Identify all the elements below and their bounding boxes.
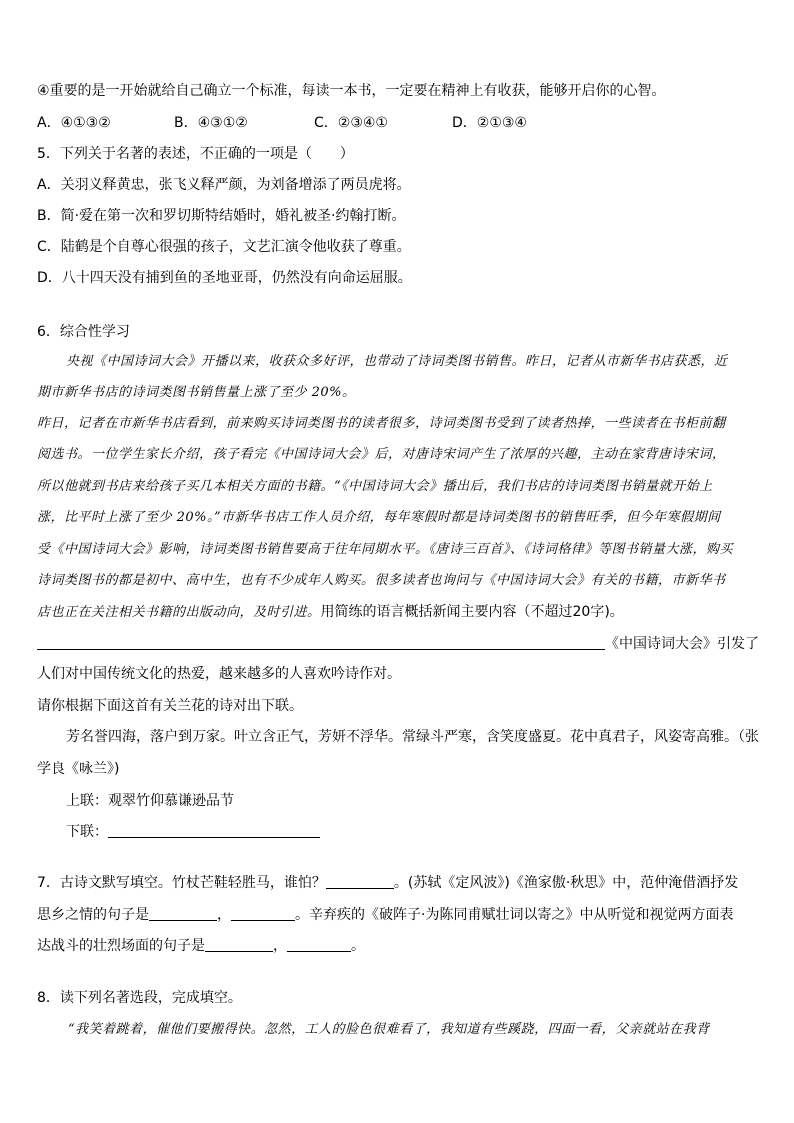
question-7-line	[37, 905, 733, 925]
couplet-instruction: 请你根据下面这首有关兰花的诗对出下联。	[37, 698, 303, 714]
choice-c: C．②③④①	[314, 115, 388, 131]
question-6-prompt: 用简练的语言概括新闻主要内容（不超过20字)。	[320, 604, 624, 620]
question-7-text: ，	[217, 907, 231, 923]
answer-line	[37, 634, 759, 654]
excerpt-line: “我笑着跳着，催他们要搬得快。忽然，工人的脸色很难看了，我知道有些蹊跷，四面一看，父亲就站在我背	[68, 1022, 710, 1037]
lower-couplet-label: 下联：	[66, 824, 108, 840]
question-8-title: 8．读下列名著选段，完成填空。	[37, 990, 242, 1006]
question-7-text: ，	[273, 938, 287, 954]
fill-blank[interactable]	[149, 906, 217, 921]
poem-line: 学良《咏兰》)	[37, 761, 120, 777]
question-6-title: 6．综合性学习	[37, 324, 130, 340]
news-paragraph-end: 店也正在关注相关书籍的出版动向，及时引进。	[37, 605, 321, 620]
news-paragraph-line: 所以他就到书店来给孩子买几本相关方面的书籍。“《中国诗词大会》播出后，我们书店的诗词类图书销量就开始上	[37, 479, 713, 494]
fill-blank[interactable]	[287, 937, 351, 952]
question-7-text: 达战斗的壮烈场面的句子是	[37, 938, 205, 954]
lower-couplet-line	[66, 822, 320, 842]
question-7-line	[37, 873, 738, 893]
question-7-line	[37, 936, 365, 956]
choice-b: B．④③①②	[174, 115, 248, 131]
news-paragraph-line: 阅选书。一位学生家长介绍，孩子看完《中国诗词大会》后，对唐诗宋词产生了浓厚的兴趣，主动在家背唐诗宋词，	[37, 447, 726, 462]
news-paragraph-line: 受《中国诗词大会》影响，诗词类图书销售要高于往年同期水平。《唐诗三百首》、《诗词格律》等图书销量大涨，购买	[37, 542, 734, 557]
news-last-line	[37, 602, 624, 623]
news-paragraph-line: 涨，比平时上涨了至少 20%。”市新华书店工作人员介绍，每年寒假时都是诗词类图书的销售旺季，但今年寒假期间	[37, 510, 721, 525]
question-5-option-c: C．陆鹤是个自尊心很强的孩子，文艺汇演令他收获了尊重。	[37, 239, 411, 255]
fill-blank[interactable]	[231, 906, 295, 921]
lower-couplet-blank[interactable]	[108, 823, 320, 838]
question-7-text: 。辛弃疾的《破阵子·为陈同甫赋壮词以寄之》中从听觉和视觉两方面表	[295, 907, 734, 923]
question-5-title: 5．下列关于名著的表述，不正确的一项是（ ）	[37, 146, 354, 162]
poem-line: 芳名誉四海，落户到万家。叶立含正气，芳妍不浮华。常绿斗严寒，含笑度盛夏。花中真君子，风姿寄高雅。（张	[66, 729, 759, 745]
question-5-option-a: A．关羽义释黄忠，张飞义释严颜，为刘备增添了两员虎将。	[37, 177, 411, 193]
question-5-option-d: D．八十四天没有捕到鱼的圣地亚哥，仍然没有向命运屈服。	[37, 270, 412, 286]
question-7-text: 7．古诗文默写填空。竹杖芒鞋轻胜马，谁怕？	[37, 875, 326, 891]
fill-blank[interactable]	[326, 874, 394, 889]
option-4-text: ④重要的是一开始就给自己确立一个标准，每读一本书，一定要在精神上有收获，能够开启你的心智。	[37, 83, 666, 99]
fill-blank[interactable]	[205, 937, 273, 952]
choice-a: A．④①③②	[37, 115, 111, 131]
answer-text-cont: 人们对中国传统文化的热爱，越来越多的人喜欢吟诗作对。	[37, 666, 401, 682]
answer-blank[interactable]	[37, 635, 605, 650]
question-7-text: 。(苏轼《定风波》)《渔家傲·秋思》中，范仲淹借酒抒发	[393, 875, 739, 891]
question-7-text: 思乡之情的句子是	[37, 907, 149, 923]
news-paragraph-line: 央视《中国诗词大会》开播以来，收获众多好评，也带动了诗词类图书销售。昨日，记者从市新华书店获悉，近	[66, 354, 728, 369]
news-paragraph-line: 诗词类图书的都是初中、高中生，也有不少成年人购买。很多读者也询问与《中国诗词大会》有关的书籍，市新华书	[37, 573, 726, 588]
question-7-text: 。	[351, 938, 365, 954]
answer-text: 《中国诗词大会》引发了	[605, 636, 759, 652]
news-paragraph-line: 昨日，记者在市新华书店看到，前来购买诗词类图书的读者很多，诗词类图书受到了读者热捧，一些读者在书柜前翻	[37, 416, 726, 431]
upper-couplet: 上联：观翠竹仰慕谦逊品节	[66, 793, 234, 809]
choice-d: D．②①③④	[452, 115, 527, 131]
news-paragraph-line: 期市新华书店的诗词类图书销售量上涨了至少 20%。	[37, 385, 356, 400]
choice-row	[37, 113, 527, 133]
question-5-option-b: B．简·爱在第一次和罗切斯特结婚时，婚礼被圣·约翰打断。	[37, 208, 406, 224]
